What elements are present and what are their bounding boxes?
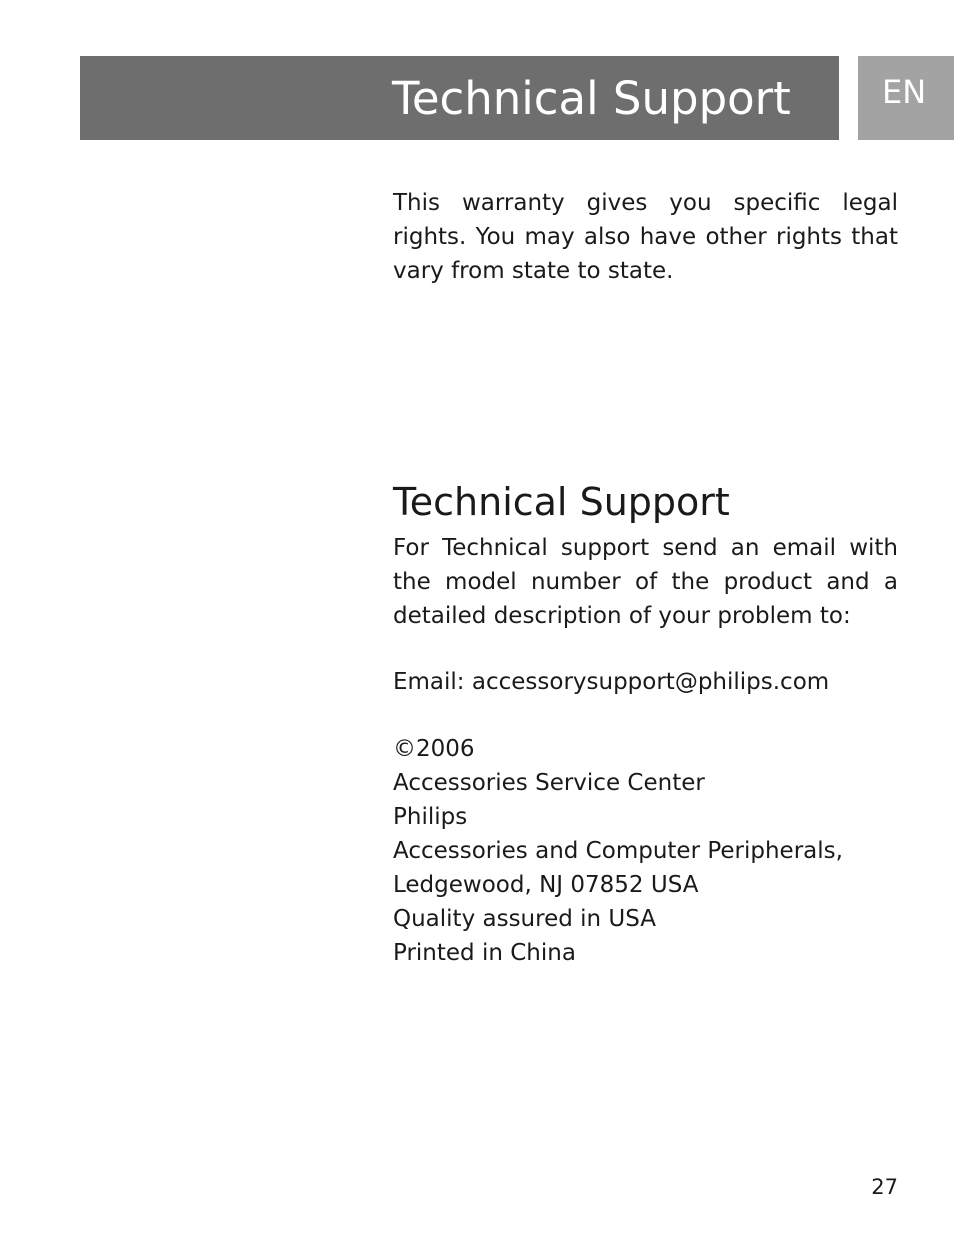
- support-section: [393, 531, 898, 633]
- page-number: 27: [871, 1175, 898, 1199]
- support-heading: Technical Support: [393, 480, 730, 524]
- address-line-division: Accessories and Computer Peripherals,: [393, 838, 843, 864]
- header-bar: [80, 56, 839, 140]
- address-line-quality: Quality assured in USA: [393, 906, 657, 932]
- address-line-city: Ledgewood, NJ 07852 USA: [393, 872, 699, 898]
- warranty-section: [393, 186, 898, 288]
- support-body: For Technical support send an email with the model number of the product and a detailed description of your problem to:: [393, 535, 898, 629]
- warranty-text: This warranty gives you specific legal rights. You may also have other rights that vary from state to state.: [393, 190, 898, 284]
- address-line-company: Philips: [393, 804, 468, 830]
- language-tab: [858, 56, 954, 140]
- address-block: [393, 732, 843, 970]
- support-email: Email: accessorysupport@philips.com: [393, 669, 830, 695]
- address-line-service-center: Accessories Service Center: [393, 770, 705, 796]
- address-line-copyright: ©2006: [393, 736, 475, 762]
- page-title: Technical Support: [392, 72, 791, 125]
- address-line-printed: Printed in China: [393, 940, 576, 966]
- language-label: EN: [882, 73, 927, 111]
